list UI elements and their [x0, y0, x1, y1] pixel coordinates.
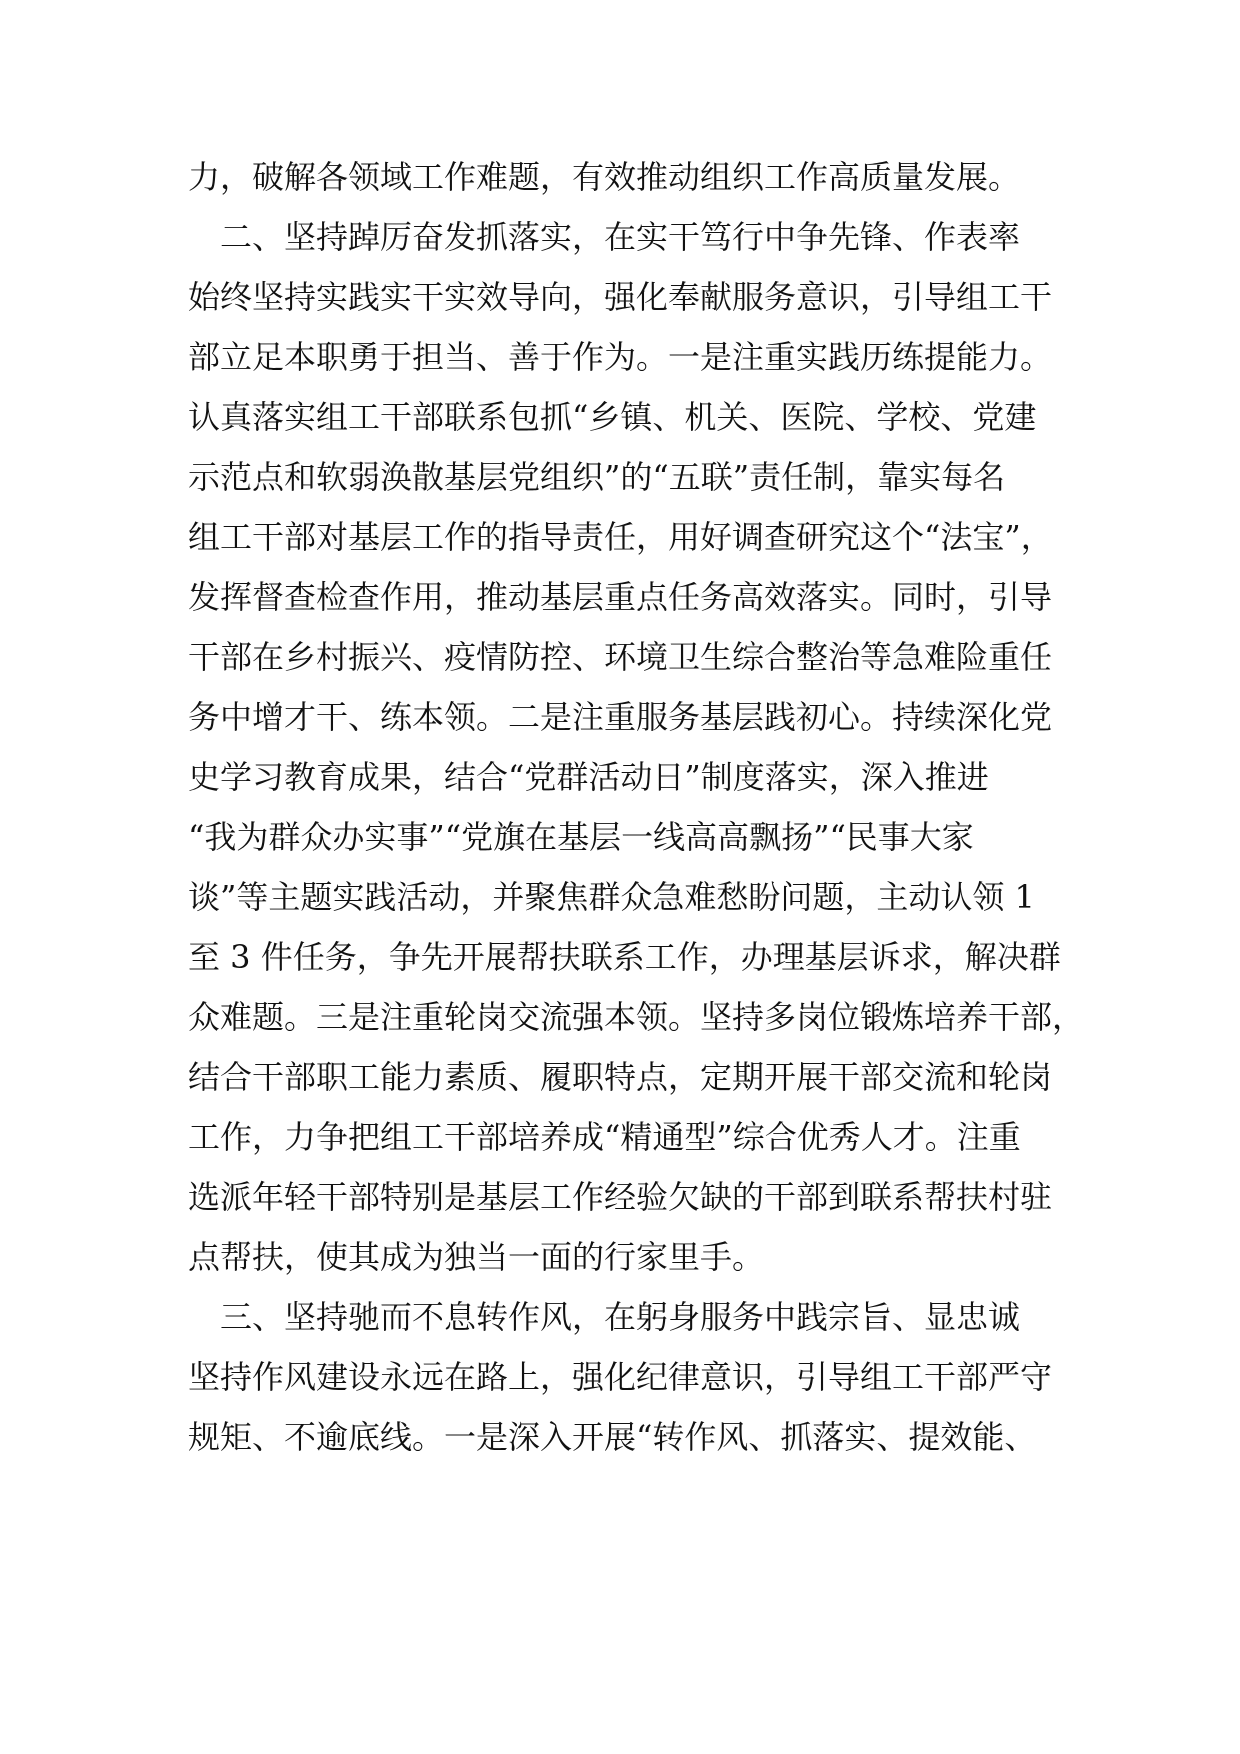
text-line: 规矩、不逾底线。一是深入开展“转作风、抓落实、提效能、	[188, 1418, 1037, 1456]
text-line: 始终坚持实践实干实效导向，强化奉献服务意识，引导组工干	[188, 278, 1053, 316]
text-line: 史学习教育成果，结合“党群活动日”制度落实，深入推进	[188, 758, 989, 796]
text-line: 众难题。三是注重轮岗交流强本领。坚持多岗位锻炼培养干部，	[188, 998, 1085, 1036]
text-line: 示范点和软弱涣散基层党组织”的“五联”责任制，靠实每名	[188, 458, 1006, 496]
text-line: 部立足本职勇于担当、善于作为。一是注重实践历练提能力。	[188, 338, 1053, 376]
text-line: 组工干部对基层工作的指导责任，用好调查研究这个“法宝”，	[188, 518, 1053, 556]
text-line: 坚持作风建设永远在路上，强化纪律意识，引导组工干部严守	[188, 1358, 1053, 1396]
text-line: 至 3 件任务，争先开展帮扶联系工作，办理基层诉求，解决群	[188, 938, 1061, 976]
text-line: 干部在乡村振兴、疫情防控、环境卫生综合整治等急难险重任	[188, 638, 1053, 676]
text-line: 力，破解各领域工作难题，有效推动组织工作高质量发展。	[188, 158, 1021, 196]
text-line: “我为群众办实事”“党旗在基层一线高高飘扬”“民事大家	[188, 818, 974, 856]
text-line: 认真落实组工干部联系包抓“乡镇、机关、医院、学校、党建	[188, 398, 1037, 436]
text-line: 谈”等主题实践活动，并聚焦群众急难愁盼问题，主动认领 1	[188, 878, 1035, 916]
text-line: 务中增才干、练本领。二是注重服务基层践初心。持续深化党	[188, 698, 1053, 736]
text-line: 点帮扶，使其成为独当一面的行家里手。	[188, 1238, 765, 1276]
text-line: 工作，力争把组工干部培养成“精通型”综合优秀人才。注重	[188, 1118, 1021, 1156]
text-line: 结合干部职工能力素质、履职特点，定期开展干部交流和轮岗	[188, 1058, 1053, 1096]
section-heading: 二、坚持踔厉奋发抓落实，在实干笃行中争先锋、作表率	[220, 218, 1021, 256]
text-line: 发挥督查检查作用，推动基层重点任务高效落实。同时，引导	[188, 578, 1053, 616]
section-heading: 三、坚持驰而不息转作风，在躬身服务中践宗旨、显忠诚	[220, 1298, 1021, 1336]
text-line: 选派年轻干部特别是基层工作经验欠缺的干部到联系帮扶村驻	[188, 1178, 1053, 1216]
